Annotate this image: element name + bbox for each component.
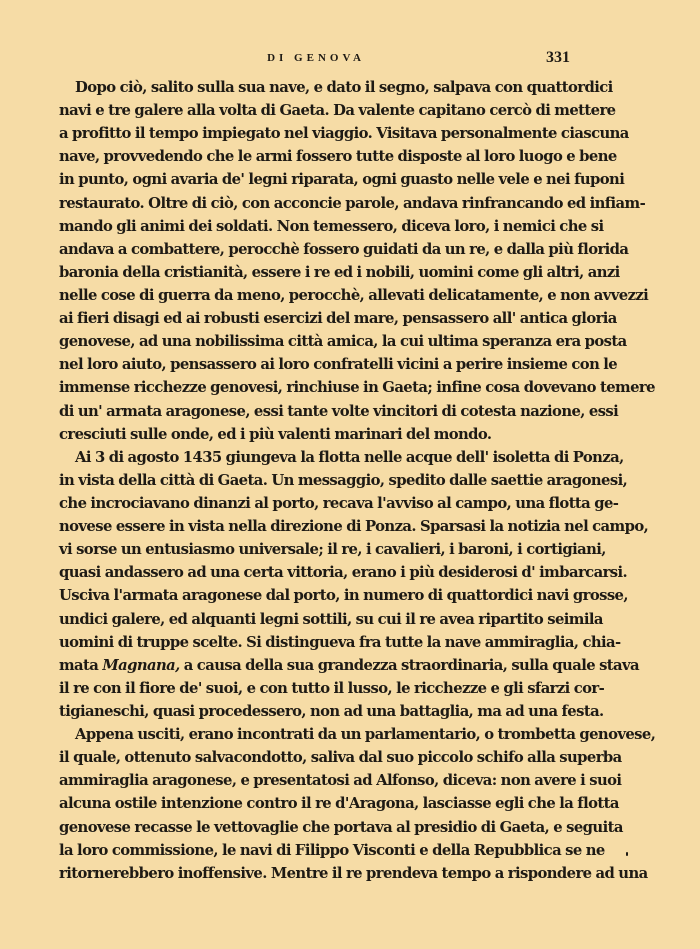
paper-speck — [626, 852, 628, 856]
text-line: restaurato. Oltre di ciò, con acconcie parole, andava rinfrancando ed infiam- — [59, 194, 646, 212]
page-number: 331 — [546, 49, 570, 66]
text-line: genovese, ad una nobilissima città amica, la cui ultima speranza era posta — [59, 333, 627, 351]
text-line: genovese recasse le vettovaglie che portava al presidio di Gaeta, e seguita — [59, 818, 623, 836]
text-line: nave, provvedendo che le armi fossero tutte disposte al loro luogo e bene — [59, 148, 617, 166]
text-line: ammiraglia aragonese, e presentatosi ad Alfonso, diceva: non avere i suoi — [59, 772, 622, 790]
running-title: DI GENOVA — [267, 52, 365, 64]
text-line: di un' armata aragonese, essi tante volte vincitori di cotesta nazione, essi — [59, 402, 619, 420]
text-line: nel loro aiuto, pensassero ai loro confratelli vicini a perire insieme con le — [59, 356, 618, 374]
text-line: a profitto il tempo impiegato nel viaggio. Visitava personalmente ciascuna — [59, 125, 629, 143]
text-line: Ai 3 di agosto 1435 giungeva la flotta nelle acque dell' isoletta di Ponza, — [75, 448, 624, 466]
text-fragment: a causa della sua grandezza straordinaria, sulla quale stava — [183, 656, 640, 674]
text-line: immense ricchezze genovesi, rinchiuse in Gaeta; infine cosa dovevano temere — [59, 379, 655, 397]
text-fragment: mata — [59, 656, 99, 674]
text-line: in punto, ogni avaria de' legni riparata, ogni guasto nelle vele e nei fuponi — [59, 171, 625, 189]
text-line: alcuna ostile intenzione contro il re d'Aragona, lasciasse egli che la flotta — [59, 795, 619, 813]
text-line: Usciva l'armata aragonese dal porto, in numero di quattordici navi grosse, — [59, 587, 628, 605]
text-line: ai fieri disagi ed ai robusti esercizi del mare, pensassero all' antica gloria — [59, 310, 617, 328]
ship-name: Magnana, — [102, 656, 180, 674]
text-line: vi sorse un entusiasmo universale; il re, i cavalieri, i baroni, i cortigiani, — [59, 541, 606, 559]
text-line: uomini di truppe scelte. Si distingueva fra tutte la nave ammiraglia, chia- — [59, 633, 621, 651]
text-line: navi e tre galere alla volta di Gaeta. Da valente capitano cercò di mettere — [59, 102, 616, 120]
text-line: andava a combattere, perocchè fossero guidati da un re, e dalla più florida — [59, 240, 629, 258]
text-line: la loro commissione, le navi di Filippo Visconti e della Repubblica se ne — [59, 841, 605, 859]
text-line: undici galere, ed alquanti legni sottili, su cui il re avea ripartito seimila — [59, 610, 603, 628]
text-line-with-italic — [59, 654, 640, 677]
text-line: Dopo ciò, salito sulla sua nave, e dato il segno, salpava con quattordici — [75, 79, 613, 96]
text-line: Appena usciti, erano incontrati da un parlamentario, o trombetta genovese, — [75, 726, 656, 744]
running-head — [0, 49, 700, 69]
text-line: tigianeschi, quasi procedessero, non ad una battaglia, ma ad una festa. — [59, 702, 604, 720]
text-line: che incrociavano dinanzi al porto, recava l'avviso al campo, una flotta ge- — [59, 494, 619, 512]
text-line: novese essere in vista nella direzione di Ponza. Sparsasi la notizia nel campo, — [59, 518, 649, 536]
text-line: in vista della città di Gaeta. Un messaggio, spedito dalle saettie aragonesi, — [59, 471, 628, 489]
body-text — [59, 76, 656, 885]
text-line: ritornerebbero inoffensive. Mentre il re prendeva tempo a rispondere ad una — [59, 864, 648, 882]
text-line: cresciuti sulle onde, ed i più valenti marinari del mondo. — [59, 425, 492, 443]
text-line: quasi andassero ad una certa vittoria, erano i più desiderosi d' imbarcarsi. — [59, 564, 628, 582]
text-line: il quale, ottenuto salvacondotto, saliva dal suo piccolo schifo alla superba — [59, 749, 622, 767]
text-line: il re con il fiore de' suoi, e con tutto il lusso, le ricchezze e gli sfarzi cor- — [59, 679, 605, 697]
text-line: nelle cose di guerra da meno, perocchè, allevati delicatamente, e non avvezzi — [59, 286, 649, 304]
text-line: baronia della cristianità, essere i re ed i nobili, uomini come gli altri, anzi — [59, 263, 620, 281]
text-line: mando gli animi dei soldati. Non temessero, diceva loro, i nemici che si — [59, 217, 604, 235]
